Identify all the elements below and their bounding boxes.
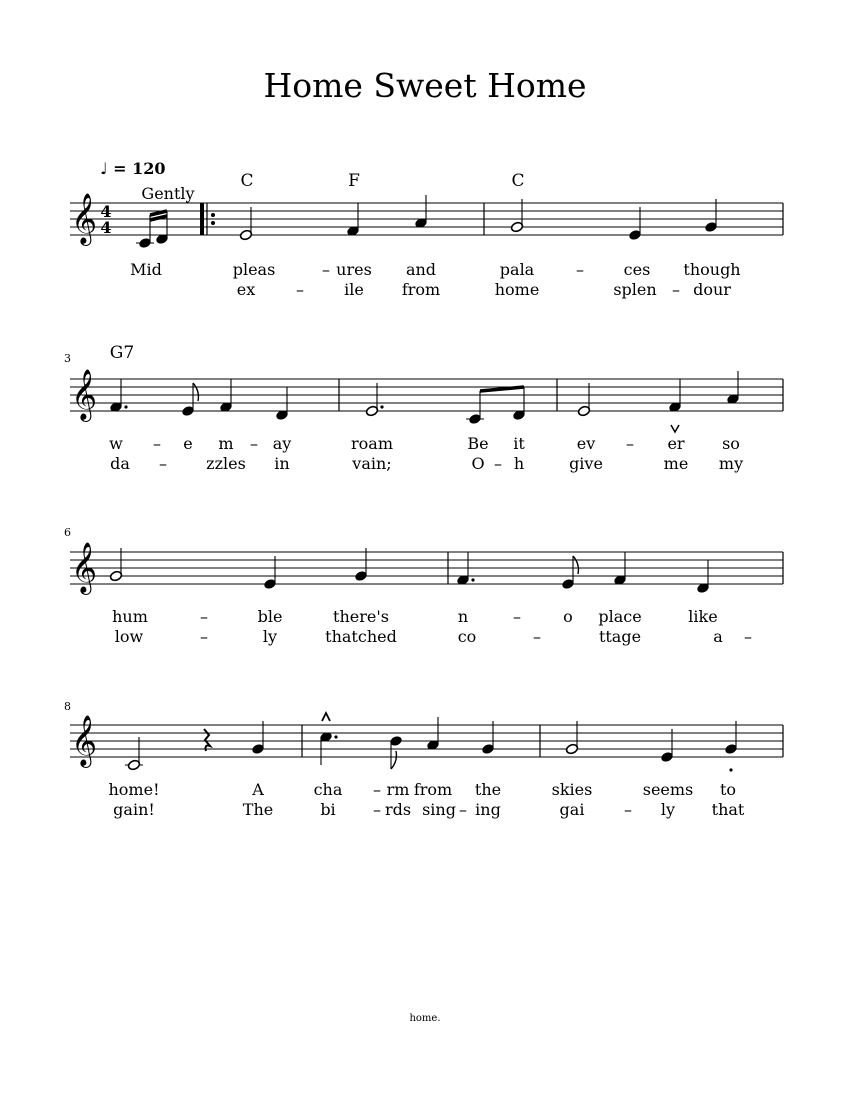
lyric-verse-1: rm (386, 780, 410, 799)
measure-number: 8 (64, 700, 71, 713)
lyric-verse-2: gain! (113, 800, 155, 819)
lyric-verse-2: my (718, 454, 744, 473)
accent-mark (671, 425, 679, 432)
marcato-mark (322, 713, 330, 721)
lyric-verse-1: ev (576, 434, 596, 453)
lyric-verse-2: splen (613, 280, 657, 299)
note-flag (391, 751, 396, 769)
lyric-verse-2: gai (559, 800, 585, 819)
lyric-verse-1: ble (257, 607, 283, 626)
lyric-verse-1: from (413, 780, 453, 799)
lyric-verse-2: me (663, 454, 689, 473)
lyric-verse-1: pleas (232, 260, 276, 279)
lyric-verse-1: the (474, 780, 502, 799)
note-beam (150, 211, 167, 215)
lyric-verse-1: – (322, 260, 330, 279)
lyric-verse-2: ile (344, 280, 364, 299)
page-footer: home. (409, 1013, 441, 1024)
treble-clef: 𝄞 (71, 369, 98, 420)
lyric-verse-1: so (722, 434, 740, 453)
measure-number: 6 (64, 526, 71, 539)
lyric-verse-1: Be (467, 434, 489, 453)
lyric-verse-1: ay (272, 434, 292, 453)
lyric-verse-2: ex (236, 280, 256, 299)
treble-clef: 𝄞 (71, 715, 98, 766)
augmentation-dot (124, 405, 127, 408)
lyric-verse-2: that (711, 800, 745, 819)
lyric-verse-2: give (569, 454, 603, 473)
lyric-verse-2: co (457, 627, 477, 646)
note-beam (480, 387, 524, 391)
lyric-verse-1: w (109, 434, 123, 453)
lyric-verse-1: it (513, 434, 525, 453)
time-signature-upper: 4 (100, 202, 112, 221)
lyric-verse-1: o (563, 607, 573, 626)
lyric-verse-2: vain; (352, 454, 392, 473)
staccato-dot (729, 768, 732, 771)
page-title: Home Sweet Home (263, 66, 587, 105)
lyric-verse-2: ttage (598, 627, 642, 646)
lyric-verse-2: – (624, 800, 632, 819)
lyric-verse-2: low (114, 627, 144, 646)
lyric-verse-1: – (153, 434, 161, 453)
lyric-verse-1: A (252, 780, 264, 799)
repeat-barline-thick (200, 203, 204, 235)
lyric-verse-2: dour (693, 280, 731, 299)
time-signature-lower: 4 (100, 218, 112, 237)
lyric-verse-1: – (626, 434, 634, 453)
lyric-verse-2: bi (320, 800, 336, 819)
quarter-rest (204, 729, 210, 751)
treble-clef: 𝄞 (71, 542, 98, 593)
lyric-verse-2: rds (384, 800, 412, 819)
augmentation-dot (380, 405, 383, 408)
lyric-verse-2: sing (422, 800, 456, 819)
lyric-verse-1: home! (108, 780, 160, 799)
lyric-verse-1: n (457, 607, 469, 626)
chord-symbol: C (240, 171, 254, 191)
augmentation-dot (471, 578, 474, 581)
lyric-verse-1: and (405, 260, 437, 279)
lyric-verse-2: da (110, 454, 130, 473)
lyric-verse-2: in (274, 454, 290, 473)
repeat-dot (211, 221, 215, 225)
lyric-verse-2: ing (475, 800, 501, 819)
measure-number: 3 (64, 352, 71, 365)
lyric-verse-2: – (533, 627, 541, 646)
chord-symbol: C (511, 171, 525, 191)
lyric-verse-1: – (250, 434, 258, 453)
lyric-verse-1: – (513, 607, 521, 626)
lyric-verse-1: skies (551, 780, 593, 799)
lyric-verse-2: O (471, 454, 485, 473)
lyric-verse-2: – (159, 454, 167, 473)
lyric-verse-1: ces (623, 260, 651, 279)
augmentation-dot (334, 735, 337, 738)
lyric-verse-2: – (744, 627, 752, 646)
lyric-verse-1: ures (336, 260, 372, 279)
repeat-dot (211, 213, 215, 217)
lyric-verse-1: er (667, 434, 685, 453)
lyric-verse-2: – (494, 454, 502, 473)
lyric-verse-1: Mid (130, 260, 162, 279)
lyric-verse-1: e (183, 434, 193, 453)
lyric-verse-2: from (401, 280, 441, 299)
lyric-verse-1: m (218, 434, 234, 453)
lyric-verse-2: home (494, 280, 540, 299)
lyric-verse-1: – (373, 780, 381, 799)
lyric-verse-2: – (373, 800, 381, 819)
lyric-verse-2: a (713, 627, 723, 646)
lyric-verse-1: place (598, 607, 642, 626)
chord-symbol: G7 (109, 343, 135, 363)
expression-text: Gently (141, 184, 195, 203)
lyric-verse-2: The (242, 800, 274, 819)
lyric-verse-1: like (688, 607, 718, 626)
lyric-verse-1: though (683, 260, 741, 279)
lyric-verse-1: hum (112, 607, 148, 626)
lyric-verse-2: – (296, 280, 304, 299)
lyric-verse-1: to (719, 780, 737, 799)
lyric-verse-2: ly (262, 627, 278, 646)
lyric-verse-1: cha (313, 780, 343, 799)
lyric-verse-1: – (200, 607, 208, 626)
lyric-verse-1: there's (333, 607, 389, 626)
lyric-verse-2: zzles (206, 454, 246, 473)
lyric-verse-2: – (672, 280, 680, 299)
note-flag (573, 556, 578, 574)
lyric-verse-1: pala (499, 260, 535, 279)
lyric-verse-2: thatched (325, 627, 397, 646)
lyric-verse-2: – (200, 627, 208, 646)
lyric-verse-2: – (459, 800, 467, 819)
lyric-verse-1: seems (642, 780, 694, 799)
lyric-verse-2: h (513, 454, 525, 473)
tempo-marking: ♩ = 120 (100, 159, 166, 178)
lyric-verse-1: roam (351, 434, 393, 453)
lyric-verse-1: – (576, 260, 584, 279)
note-flag (193, 383, 198, 401)
treble-clef: 𝄞 (71, 193, 98, 244)
lyric-verse-2: ly (660, 800, 676, 819)
chord-symbol: F (348, 171, 360, 191)
